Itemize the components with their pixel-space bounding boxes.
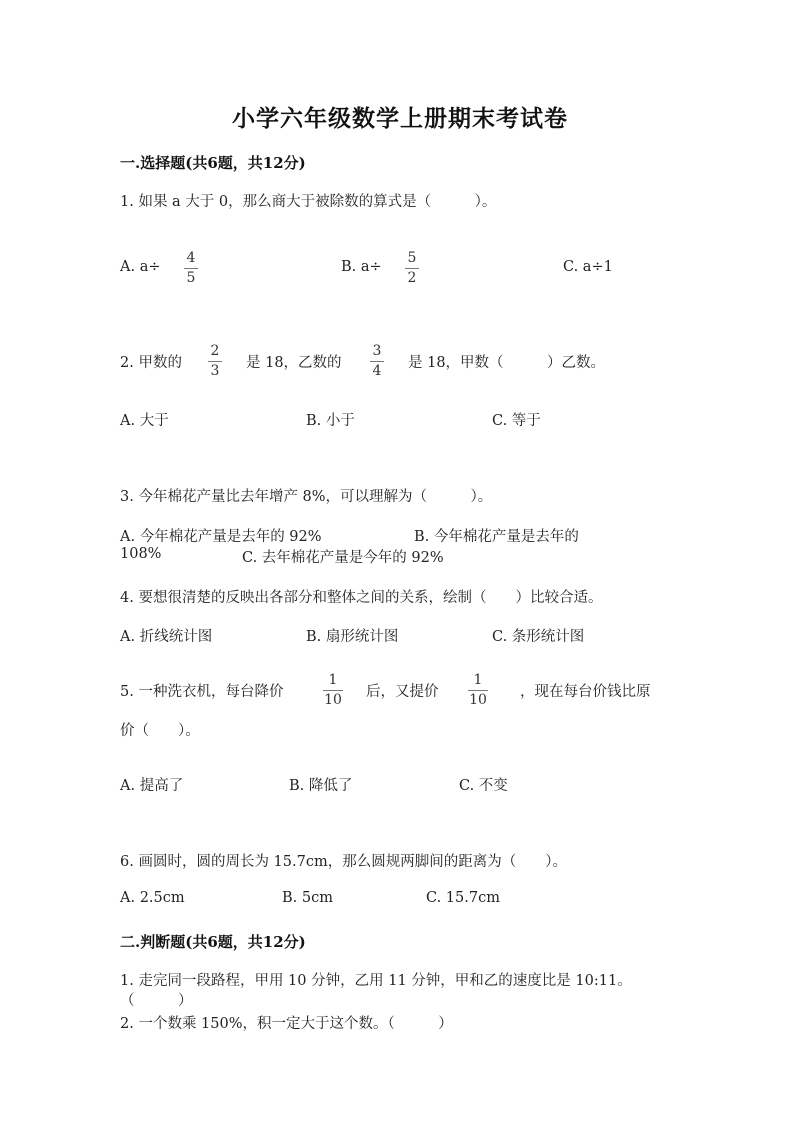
question-2-part-3: 是 18，甲数（ ）乙数。	[408, 355, 606, 371]
q1-option-b-fraction	[405, 250, 419, 287]
q5-fraction-1	[323, 672, 343, 709]
q2-option-c: C. 等于	[492, 413, 541, 429]
q1-option-a	[120, 259, 160, 275]
question-2-part-2: 是 18，乙数的	[246, 355, 342, 371]
q1-option-a-label: A. a÷	[120, 259, 161, 275]
fraction-numerator: 1	[473, 672, 483, 688]
fraction-numerator: 4	[186, 250, 196, 266]
q2-fraction-1	[208, 343, 222, 380]
q5-fraction-2	[468, 672, 488, 709]
judgment-2-text: 2. 一个数乘 150%，积一定大于这个数。（ ）	[120, 1016, 453, 1032]
q6-option-c: C. 15.7cm	[426, 890, 500, 906]
q5-option-a: A. 提高了	[120, 778, 184, 794]
question-6-text: 6. 画圆时，圆的周长为 15.7cm，那么圆规两脚间的距离为（ ）。	[120, 854, 567, 870]
fraction-bar	[323, 690, 343, 691]
fraction-denominator: 10	[469, 692, 487, 708]
question-5-part-3: ，现在每台价钱比原	[520, 684, 651, 700]
q4-option-b: B. 扇形统计图	[306, 629, 399, 645]
q1-option-b-label: B. a÷	[341, 259, 382, 275]
judgment-1-blank: （ ）	[120, 993, 193, 1009]
fraction-denominator: 5	[186, 270, 196, 286]
q2-option-a: A. 大于	[120, 413, 169, 429]
fraction-denominator: 4	[372, 363, 382, 379]
section-heading-choice: 一.选择题(共6题，共12分)	[120, 154, 306, 172]
q3-option-b-continued: 108%	[120, 546, 162, 562]
fraction-bar	[405, 268, 419, 269]
question-5-part-2: 后，又提价	[366, 684, 439, 700]
q5-option-c: C. 不变	[459, 778, 508, 794]
fraction-numerator: 2	[210, 343, 220, 359]
q2-fraction-2	[370, 343, 384, 380]
question-5-line-2: 价（ ）。	[120, 723, 200, 739]
fraction-bar	[468, 690, 488, 691]
question-3-text: 3. 今年棉花产量比去年增产 8%，可以理解为（ ）。	[120, 489, 493, 505]
fraction-denominator: 10	[324, 692, 342, 708]
q4-option-c: C. 条形统计图	[492, 629, 585, 645]
q1-option-b	[341, 259, 382, 275]
fraction-numerator: 1	[328, 672, 338, 688]
question-2-part-1: 2. 甲数的	[120, 355, 182, 371]
q1-option-c: C. a÷1	[563, 259, 613, 275]
q4-option-a: A. 折线统计图	[120, 629, 213, 645]
q6-option-a: A. 2.5cm	[120, 890, 185, 906]
q2-option-b: B. 小于	[306, 413, 355, 429]
q3-option-c: C. 去年棉花产量是今年的 92%	[242, 550, 444, 566]
judgment-1-text: 1. 走完同一段路程，甲用 10 分钟，乙用 11 分钟，甲和乙的速度比是 10:11。	[120, 973, 632, 989]
question-5-part-1: 5. 一种洗衣机，每台降价	[120, 684, 284, 700]
page-title: 小学六年级数学上册期末考试卷	[232, 105, 568, 132]
question-4-text: 4. 要想很清楚的反映出各部分和整体之间的关系，绘制（ ）比较合适。	[120, 590, 603, 606]
fraction-numerator: 3	[372, 343, 382, 359]
fraction-bar	[184, 268, 198, 269]
q5-option-b: B. 降低了	[289, 778, 353, 794]
fraction-denominator: 2	[407, 270, 417, 286]
question-1-text: 1. 如果 a 大于 0，那么商大于被除数的算式是（ ）。	[120, 194, 497, 210]
fraction-denominator: 3	[210, 363, 220, 379]
q1-option-a-fraction	[184, 250, 198, 287]
section-heading-judgment: 二.判断题(共6题，共12分)	[120, 933, 306, 951]
q3-option-b: B. 今年棉花产量是去年的	[414, 529, 579, 545]
q3-option-a: A. 今年棉花产量是去年的 92%	[120, 529, 322, 545]
fraction-bar	[370, 361, 384, 362]
fraction-bar	[208, 361, 222, 362]
fraction-numerator: 5	[407, 250, 417, 266]
q6-option-b: B. 5cm	[282, 890, 333, 906]
